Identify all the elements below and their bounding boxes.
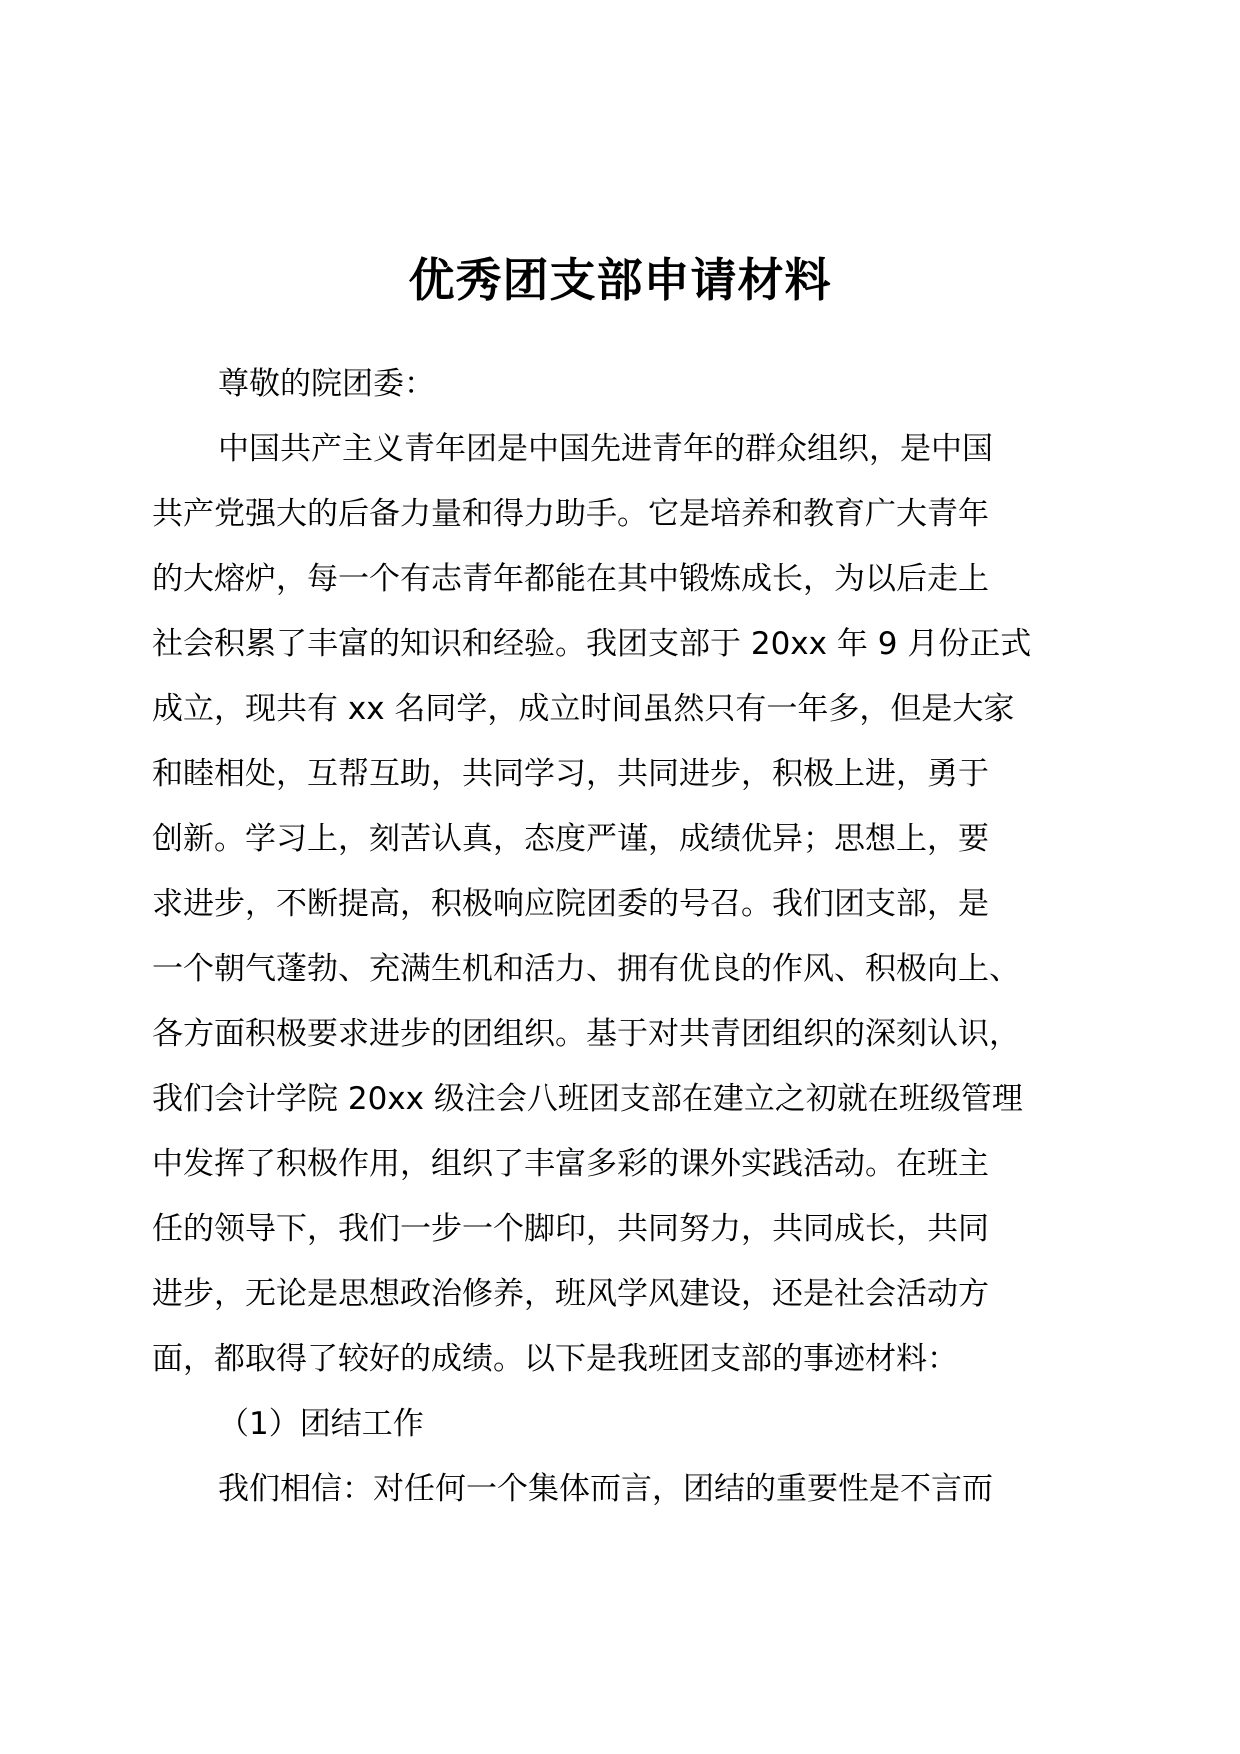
paragraph-line: 一个朝气蓬勃、充满生机和活力、拥有优良的作风、积极向上、 bbox=[152, 951, 1020, 987]
paragraph-line: 我们相信：对任何一个集体而言，团结的重要性是不言而 bbox=[218, 1471, 993, 1507]
paragraph-line: 进步，无论是思想政治修养，班风学风建设，还是社会活动方 bbox=[152, 1276, 989, 1312]
section-heading: （1）团结工作 bbox=[218, 1406, 424, 1442]
paragraph-line: 中国共产主义青年团是中国先进青年的群众组织，是中国 bbox=[218, 431, 993, 467]
document-body bbox=[152, 352, 1092, 1522]
paragraph-line: 和睦相处，互帮互助，共同学习，共同进步，积极上进，勇于 bbox=[152, 756, 989, 792]
paragraph-line: 的大熔炉，每一个有志青年都能在其中锻炼成长，为以后走上 bbox=[152, 561, 989, 597]
paragraph-line: 中发挥了积极作用，组织了丰富多彩的课外实践活动。在班主 bbox=[152, 1146, 989, 1182]
paragraph-line: 求进步，不断提高，积极响应院团委的号召。我们团支部，是 bbox=[152, 886, 989, 922]
paragraph-line: 共产党强大的后备力量和得力助手。它是培养和教育广大青年 bbox=[152, 496, 989, 532]
paragraph-line: 成立，现共有 xx 名同学，成立时间虽然只有一年多，但是大家 bbox=[152, 691, 1015, 727]
document-title: 优秀团支部申请材料 bbox=[408, 253, 832, 307]
paragraph-line: 我们会计学院 20xx 级注会八班团支部在建立之初就在班级管理 bbox=[152, 1081, 1023, 1117]
salutation: 尊敬的院团委： bbox=[218, 366, 435, 402]
paragraph-line: 创新。学习上，刻苦认真，态度严谨，成绩优异；思想上，要 bbox=[152, 821, 989, 857]
paragraph-line: 社会积累了丰富的知识和经验。我团支部于 20xx 年 9 月份正式 bbox=[152, 626, 1032, 662]
paragraph-line: 面，都取得了较好的成绩。以下是我班团支部的事迹材料： bbox=[152, 1341, 958, 1377]
paragraph-line: 任的领导下，我们一步一个脚印，共同努力，共同成长，共同 bbox=[152, 1211, 989, 1247]
paragraph-line: 各方面积极要求进步的团组织。基于对共青团组织的深刻认识， bbox=[152, 1016, 1020, 1052]
